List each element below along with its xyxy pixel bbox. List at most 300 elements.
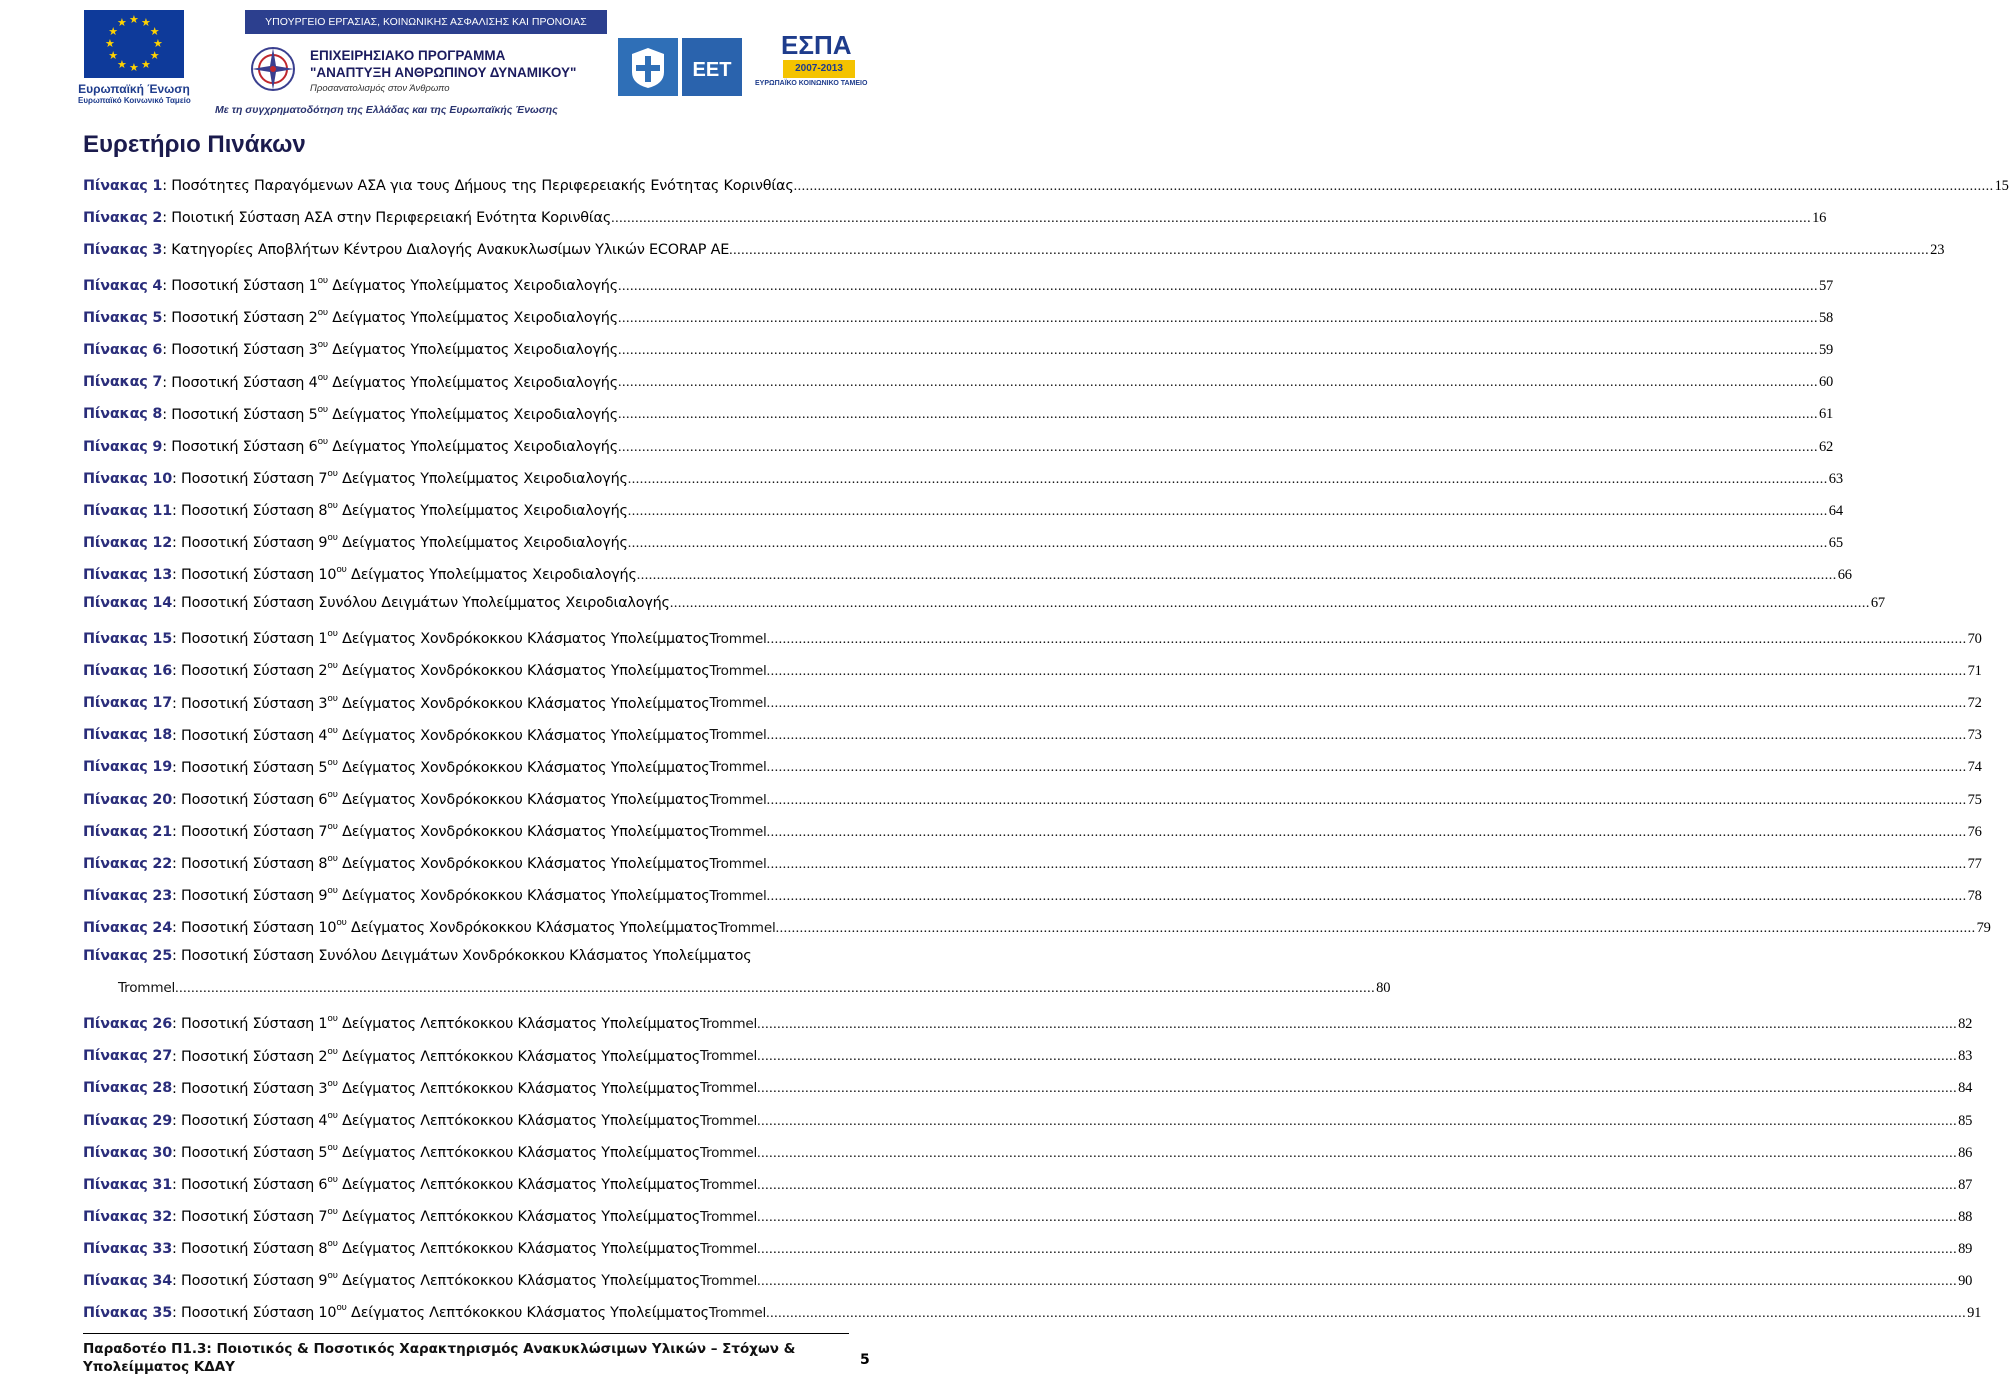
toc-entry[interactable] (83, 459, 1843, 491)
toc-entry[interactable] (83, 940, 877, 972)
svg-text:ΕΕΤ: ΕΕΤ (692, 59, 732, 81)
toc-entry-text (172, 555, 637, 591)
toc-entry-text-end: Δείγματος Υπολείμματος Χειροδιαλογής (327, 406, 618, 423)
toc-entry[interactable] (83, 266, 1834, 298)
toc-entry[interactable] (83, 1133, 1973, 1165)
toc-entry-text-start: : Ποσοτική Σύσταση 2 (172, 663, 328, 680)
toc-leader-dots: ............................................................................................................................................................................................................................................................................................................ (611, 211, 1812, 227)
toc-entry-trommel: Trommel (718, 919, 776, 936)
toc-entry-ordinal: ου (327, 1271, 338, 1282)
toc-entry-text-start: : Ποσοτική Σύσταση 10 (172, 566, 337, 583)
toc-entry-ordinal: ου (327, 1142, 338, 1153)
toc-entry-ordinal: ου (327, 886, 338, 897)
toc-entry-trommel: Trommel (709, 695, 767, 712)
toc-entry-label: Πίνακας 18 (83, 727, 173, 744)
eu-star-icon: ★ (129, 13, 139, 26)
toc-entry-ordinal: ου (327, 853, 338, 864)
toc-entry-trommel: Trommel (699, 1144, 758, 1161)
toc-entry[interactable] (83, 298, 1834, 330)
toc-entry-text-end: Δείγματος Χονδρόκοκκου Κλάσματος Υπολείμματος (337, 727, 710, 744)
toc-entry-trommel: Trommel (699, 1272, 758, 1289)
toc-entry-label: Πίνακας 8 (83, 406, 163, 423)
toc-entry-trommel: Trommel (699, 1112, 758, 1129)
toc-entry-text-end: Δείγματος Χονδρόκοκκου Κλάσματος Υπολείμματος (337, 759, 710, 776)
toc-leader-dots: ............................................................................................................................................................................................................................................................................................................ (766, 664, 1967, 680)
toc-entry[interactable] (83, 619, 1982, 651)
toc-leader-dots: ............................................................................................................................................................................................................................................................................................................ (669, 596, 1870, 612)
toc-entry-text-end: Δείγματος Λεπτόκοκκου Κλάσματος Υπολείμματος (337, 1240, 700, 1257)
toc-entry-page: 75 (1967, 791, 1982, 808)
toc-entry-text (172, 1165, 700, 1201)
toc-leader-dots: ............................................................................................................................................................................................................................................................................................................ (757, 1177, 1958, 1193)
toc-entry-text-end: Δείγματος Λεπτόκοκκου Κλάσματος Υπολείμματος (337, 1048, 700, 1065)
greek-emblem-icon (618, 38, 678, 96)
toc-entry-text-start: : Ποσοτική Σύσταση 6 (172, 1176, 328, 1193)
toc-entry-text (172, 1133, 700, 1169)
toc-leader-dots: ............................................................................................................................................................................................................................................................................................................ (766, 1306, 1967, 1322)
ministry-band: ΥΠΟΥΡΓΕΙΟ ΕΡΓΑΣΙΑΣ, ΚΟΙΝΩΝΙΚΗΣ ΑΣΦΑΛΙΣΗΣ ΚΑΙ ΠΡΟΝΟΙΑΣ (245, 10, 607, 34)
toc-entry[interactable] (83, 716, 1982, 748)
toc-entry-text-end: Δείγματος Υπολείμματος Χειροδιαλογής (337, 502, 628, 519)
toc-entry-text-end: Δείγματος Λεπτόκοκκου Κλάσματος Υπολείμματος (337, 1272, 700, 1289)
toc-leader-dots: ............................................................................................................................................................................................................................................................................................................ (627, 535, 1828, 551)
page-header (0, 0, 960, 120)
eu-star-icon: ★ (149, 49, 160, 62)
toc-entry-text-start: : Ποσοτική Σύσταση 6 (162, 438, 318, 455)
toc-entry-page: 77 (1967, 855, 1982, 872)
toc-entry-label: Πίνακας 11 (83, 502, 173, 519)
toc-entry-text (162, 170, 793, 202)
toc-entry-text-start: : Ποσοτική Σύσταση 8 (172, 1240, 328, 1257)
toc-entry-text-end: Δείγματος Χονδρόκοκκου Κλάσματος Υπολείμματος (337, 887, 710, 904)
toc-entry-trommel: Trommel (699, 1080, 758, 1097)
toc-entry-text-end: Δείγματος Λεπτόκοκκου Κλάσματος Υπολείμματος (337, 1016, 700, 1033)
toc-entry-text-end: Δείγματος Υπολείμματος Χειροδιαλογής (327, 438, 618, 455)
espa-logo (755, 30, 868, 98)
toc-entry[interactable] (83, 651, 1982, 683)
toc-entry-page: 61 (1818, 406, 1834, 423)
toc-entry[interactable] (83, 1229, 1973, 1261)
toc-entry-text-start: : Ποσοτική Σύσταση 10 (172, 919, 337, 936)
eu-star-icon: ★ (149, 25, 160, 38)
toc-entry-text-start: : Ποσοτική Σύσταση 4 (172, 727, 328, 744)
toc-entry-label: Πίνακας 25 (83, 948, 173, 965)
toc-entry-page: 91 (1967, 1305, 1982, 1322)
toc-entry-text-start: : Ποσοτική Σύσταση 2 (162, 310, 318, 327)
toc-entry[interactable] (83, 1069, 1973, 1101)
toc-entry-ordinal: ου (317, 436, 328, 447)
toc-entry-page: 80 (1376, 980, 1391, 997)
toc-entry-label: Πίνακας 17 (83, 695, 173, 712)
toc-entry-text-start: : Ποσοτική Σύσταση 9 (172, 534, 328, 551)
toc-entry-text-start: : Ποσοτική Σύσταση 4 (162, 374, 318, 391)
toc-entry-text-start: : Ποσοτική Σύσταση 9 (172, 887, 328, 904)
toc-entry-ordinal: ου (327, 1078, 338, 1089)
toc-leader-dots: ............................................................................................................................................................................................................................................................................................................ (766, 792, 1967, 808)
toc-entry[interactable] (83, 1165, 1973, 1197)
toc-entry-text (172, 940, 751, 972)
toc-entry-text-start: : Ποσοτική Σύσταση Συνόλου Δειγμάτων Υπολείμματος Χειροδιαλογής (172, 595, 670, 612)
programme-title-line2: "ΑΝΑΠΤΥΞΗ ΑΝΘΡΩΠΙΝΟΥ ΔΥΝΑΜΙΚΟΥ" (310, 65, 577, 80)
toc-entry-text-start: : Ποσοτική Σύσταση 5 (172, 759, 328, 776)
toc-leader-dots: ............................................................................................................................................................................................................................................................................................................ (766, 760, 1967, 776)
toc-entry-ordinal: ου (327, 661, 338, 672)
toc-entry-ordinal: ου (327, 468, 338, 479)
toc-entry-ordinal: ου (327, 1014, 338, 1025)
toc-entry-label: Πίνακας 9 (83, 438, 163, 455)
toc-entry-text-end: Δείγματος Χονδρόκοκκου Κλάσματος Υπολείμματος (337, 855, 710, 872)
toc-leader-dots: ............................................................................................................................................................................................................................................................................................................ (766, 696, 1967, 712)
toc-entry-ordinal: ου (327, 821, 338, 832)
toc-entry[interactable] (83, 844, 1982, 876)
toc-entry-trommel: Trommel (699, 1240, 758, 1257)
toc-entry[interactable] (83, 1101, 1973, 1133)
toc-entry-page: 63 (1828, 470, 1843, 487)
toc-entry-label: Πίνακας 7 (83, 374, 163, 391)
toc-entry-text (172, 1197, 700, 1233)
toc-leader-dots: ............................................................................................................................................................................................................................................................................................................ (757, 1113, 1958, 1129)
toc-entry-ordinal: ου (317, 340, 328, 351)
eu-flag-icon (84, 10, 184, 78)
toc-entry-text-start: : Ποσοτική Σύσταση 7 (172, 470, 328, 487)
toc-entry-ordinal: ου (327, 757, 338, 768)
toc-entry-text (172, 1229, 700, 1265)
toc-entry-text-start: : Ποσότητες Παραγόμενων ΑΣΑ για τους Δήμους της Περιφερειακής Ενότητας Κορινθίας (162, 178, 794, 194)
toc-entry-text (172, 459, 628, 495)
programme-tagline: Προσανατολισμός στον Άνθρωπο (310, 83, 450, 94)
toc-entry-text-start: : Κατηγορίες Αποβλήτων Κέντρου Διαλογής Ανακυκλωσίμων Υλικών ECORAP ΑΕ (162, 242, 730, 259)
toc-entry-ordinal: ου (327, 693, 338, 704)
toc-entry[interactable] (83, 395, 1834, 427)
toc-entry-text-end: Δείγματος Υπολείμματος Χειροδιαλογής (337, 534, 628, 551)
toc-entry-label: Πίνακας 15 (83, 631, 173, 648)
toc-leader-dots: ............................................................................................................................................................................................................................................................................................................ (627, 503, 1828, 519)
toc-entry-text (172, 844, 709, 880)
toc-entry-text-start: : Ποσοτική Σύσταση 8 (172, 855, 328, 872)
toc-entry-text-start: : Ποσοτική Σύσταση 10 (172, 1305, 337, 1322)
toc-entry-ordinal: ου (336, 918, 347, 929)
toc-entry-trommel: Trommel (699, 1048, 758, 1065)
toc-entry-ordinal: ου (327, 1239, 338, 1250)
toc-leader-dots: ............................................................................................................................................................................................................................................................................................................ (766, 632, 1967, 648)
toc-entry-text-start: : Ποσοτική Σύσταση 4 (172, 1112, 328, 1129)
toc-entry[interactable] (83, 876, 1982, 908)
toc-entry[interactable] (83, 491, 1843, 523)
toc-entry-ordinal: ου (327, 1207, 338, 1217)
toc-entry-text (172, 748, 709, 784)
eu-logo-title: Ευρωπαϊκή Ένωση (78, 82, 190, 96)
toc-entry[interactable] (83, 908, 1991, 940)
toc-entry-label: Πίνακας 13 (83, 566, 173, 583)
toc-entry[interactable] (83, 1004, 1973, 1036)
toc-entry-text-start: : Ποσοτική Σύσταση 5 (162, 406, 318, 423)
toc-leader-dots: ............................................................................................................................................................................................................................................................................................................ (766, 728, 1967, 744)
toc-entry-text (172, 812, 709, 848)
espa-title: ΕΣΠΑ (781, 30, 852, 60)
toc-entry-text-end: Δείγματος Λεπτόκοκκου Κλάσματος Υπολείμματος (337, 1144, 700, 1161)
toc-entry-label: Πίνακας 20 (83, 791, 173, 808)
toc-entry[interactable] (83, 684, 1982, 716)
toc-leader-dots: ............................................................................................................................................................................................................................................................................................................ (757, 1049, 1958, 1065)
toc-entry-text-start: : Ποσοτική Σύσταση 5 (172, 1144, 328, 1161)
toc-entry-text-start: : Ποσοτική Σύσταση 7 (172, 823, 328, 840)
toc-entry-label: Πίνακας 23 (83, 887, 173, 904)
toc-entry-text (172, 619, 709, 655)
toc-leader-dots: ............................................................................................................................................................................................................................................................................................................ (766, 824, 1967, 840)
toc-entry[interactable] (83, 1197, 1973, 1229)
toc-entry-trommel: Trommel (118, 980, 176, 997)
toc-entry-trommel: Trommel (708, 1305, 767, 1322)
toc-entry-page: 88 (1958, 1208, 1973, 1225)
footer-text: Παραδοτέο Π1.3: Ποιοτικός & Ποσοτικός Χαρακτηρισμός Ανακυκλώσιμων Υλικών – Στόχων & Υπολείμματος ΚΔΑΥ (83, 1341, 796, 1375)
toc-entry-page: 89 (1958, 1240, 1973, 1257)
toc-entry[interactable] (83, 780, 1982, 812)
toc-entry-trommel: Trommel (709, 631, 767, 648)
toc-entry-text (172, 1069, 700, 1105)
eu-star-icon: ★ (117, 16, 127, 30)
toc-leader-dots: ............................................................................................................................................................................................................................................................................................................ (636, 567, 1837, 583)
toc-entry[interactable] (83, 555, 1852, 587)
toc-entry[interactable] (83, 234, 1945, 266)
toc-entry-text-end: Δείγματος Χονδρόκοκκου Κλάσματος Υπολείμματος (346, 919, 719, 936)
toc-entry-text-start: : Ποσοτική Σύσταση 3 (162, 342, 318, 359)
toc-entry-page: 73 (1967, 727, 1982, 744)
toc-entry-text-end: Δείγματος Λεπτόκοκκου Κλάσματος Υπολείμματος (337, 1176, 700, 1193)
toc-leader-dots: ............................................................................................................................................................................................................................................................................................................ (757, 1241, 1958, 1257)
toc-entry-text (172, 1037, 700, 1073)
toc-entry-label: Πίνακας 28 (83, 1080, 173, 1097)
toc-entry-text (162, 234, 729, 266)
toc-entry-label: Πίνακας 12 (83, 534, 173, 551)
toc-leader-dots: ............................................................................................................................................................................................................................................................................................................ (617, 407, 1818, 423)
toc-entry-text (172, 1261, 700, 1297)
toc-entry-text-end: Δείγματος Χονδρόκοκκου Κλάσματος Υπολείμματος (337, 695, 710, 712)
toc-entry-page: 70 (1967, 631, 1982, 648)
toc-entry-text-start: : Ποσοτική Σύσταση 1 (172, 1016, 328, 1033)
toc-entry-text (172, 523, 628, 559)
toc-entry-trommel: Trommel (709, 887, 767, 904)
toc-entry-page: 79 (1976, 919, 1991, 936)
toc-entry-text (172, 908, 718, 944)
toc-entry-page: 62 (1818, 438, 1834, 455)
toc-entry-text-end: Δείγματος Υπολείμματος Χειροδιαλογής (327, 374, 618, 391)
toc-entry-page: 90 (1958, 1272, 1973, 1289)
toc-entry-trommel: Trommel (709, 855, 767, 872)
toc-entry-text (162, 395, 618, 431)
toc-entry-label: Πίνακας 2 (83, 210, 163, 227)
toc-entry-text (172, 684, 709, 720)
toc-entry[interactable] (83, 1293, 1982, 1325)
toc-entry-trommel: Trommel (709, 727, 767, 744)
toc-entry-text-end: Δείγματος Λεπτόκοκκου Κλάσματος Υπολείμματος (346, 1305, 709, 1322)
eu-logo (78, 10, 190, 105)
toc-entry[interactable] (83, 812, 1982, 844)
programme-logo (248, 38, 608, 98)
toc-leader-dots: ............................................................................................................................................................................................................................................................................................................ (729, 243, 1930, 259)
toc-entry-page: 60 (1818, 374, 1834, 391)
toc-entry-page: 58 (1818, 310, 1834, 327)
toc-entry-text-end: Δείγματος Υπολείμματος Χειροδιαλογής (327, 342, 618, 359)
toc-entry-text-end: Δείγματος Χονδρόκοκκου Κλάσματος Υπολείμματος (337, 663, 710, 680)
toc-entry-label: Πίνακας 19 (83, 759, 173, 776)
toc-entry-label: Πίνακας 16 (83, 663, 173, 680)
toc-entry-label: Πίνακας 29 (83, 1112, 173, 1129)
eet-logo-icon (682, 38, 742, 96)
toc-entry-text (172, 716, 709, 752)
toc-leader-dots: ............................................................................................................................................................................................................................................................................................................ (766, 888, 1967, 904)
toc-entry-page: 16 (1812, 210, 1827, 227)
toc-entry-page: 74 (1967, 759, 1982, 776)
toc-leader-dots: ............................................................................................................................................................................................................................................................................................................ (617, 343, 1818, 359)
toc-entry-page: 23 (1930, 242, 1945, 259)
toc-entry-label: Πίνακας 1 (83, 178, 163, 194)
toc-entry-text (172, 780, 709, 816)
toc-leader-dots: ............................................................................................................................................................................................................................................................................................................ (757, 1273, 1958, 1289)
toc-entry-text-end: Δείγματος Υπολείμματος Χειροδιαλογής (327, 278, 618, 295)
toc-entry-page: 82 (1958, 1016, 1973, 1033)
toc-entry-page: 66 (1837, 566, 1852, 583)
toc-entry-text-end: Δείγματος Υπολείμματος Χειροδιαλογής (337, 470, 628, 487)
toc-entry-label: Πίνακας 4 (83, 278, 163, 295)
page-title: Ευρετήριο Πινάκων (83, 131, 306, 158)
toc-entry-text (172, 1101, 700, 1137)
toc-leader-dots: ............................................................................................................................................................................................................................................................................................................ (617, 375, 1818, 391)
toc-entry-text-start: : Ποσοτική Σύσταση 9 (172, 1272, 328, 1289)
toc-entry-text-end: Δείγματος Χονδρόκοκκου Κλάσματος Υπολείμματος (337, 823, 710, 840)
toc-entry-page: 78 (1967, 887, 1982, 904)
toc-entry-ordinal: ου (327, 1046, 338, 1057)
toc-entry-text-start: : Ποσοτική Σύσταση 3 (172, 695, 328, 712)
table-of-tables (83, 170, 2009, 1325)
toc-entry-text-start: : Ποσοτική Σύσταση 3 (172, 1080, 328, 1097)
toc-entry-page: 85 (1958, 1112, 1973, 1129)
toc-entry-text-start: : Ποιοτική Σύσταση ΑΣΑ στην Περιφερειακή Ενότητα Κορινθίας (162, 210, 612, 227)
toc-entry-page: 57 (1818, 278, 1834, 295)
toc-entry-label: Πίνακας 27 (83, 1048, 173, 1065)
toc-entry-text (172, 876, 709, 912)
toc-entry-text (162, 202, 611, 234)
toc-entry-label: Πίνακας 34 (83, 1272, 173, 1289)
toc-entry-text-end: Δείγματος Λεπτόκοκκου Κλάσματος Υπολείμματος (337, 1112, 700, 1129)
toc-entry-text-start: : Ποσοτική Σύσταση Συνόλου Δειγμάτων Χονδρόκοκκου Κλάσματος Υπολείμματος (172, 948, 752, 965)
toc-entry-text-end: Δείγματος Υπολείμματος Χειροδιαλογής (346, 566, 637, 583)
toc-entry-page: 15 (1994, 178, 2009, 194)
toc-entry-text (172, 491, 628, 527)
toc-entry-text-end: Δείγματος Λεπτόκοκκου Κλάσματος Υπολείμματος (337, 1208, 700, 1225)
toc-entry[interactable] (83, 363, 1834, 395)
toc-entry-ordinal: ου (317, 404, 328, 415)
toc-leader-dots: ............................................................................................................................................................................................................................................................................................................ (793, 179, 1994, 194)
toc-entry-label: Πίνακας 6 (83, 342, 163, 359)
toc-entry-text (162, 298, 618, 334)
toc-leader-dots: ............................................................................................................................................................................................................................................................................................................ (627, 471, 1828, 487)
toc-entry-page: 64 (1828, 502, 1843, 519)
toc-entry[interactable] (83, 1037, 1973, 1069)
toc-entry-text (162, 427, 618, 463)
toc-entry[interactable] (83, 202, 1827, 234)
toc-entry-text (162, 363, 618, 399)
toc-entry-trommel: Trommel (709, 759, 767, 776)
toc-entry-page: 59 (1818, 342, 1834, 359)
toc-entry[interactable] (83, 427, 1834, 459)
toc-leader-dots: ............................................................................................................................................................................................................................................................................................................ (617, 279, 1818, 295)
toc-entry-ordinal: ου (327, 500, 338, 511)
toc-entry-page: 65 (1828, 534, 1843, 551)
toc-entry-trommel: Trommel (699, 1016, 758, 1033)
toc-entry-label: Πίνακας 21 (83, 823, 173, 840)
toc-entry-page: 84 (1958, 1080, 1973, 1097)
programme-title-line1: ΕΠΙΧΕΙΡΗΣΙΑΚΟ ΠΡΟΓΡΑΜΜΑ (310, 48, 506, 63)
toc-leader-dots: ............................................................................................................................................................................................................................................................................................................ (617, 311, 1818, 327)
toc-leader-dots: ............................................................................................................................................................................................................................................................................................................ (757, 1145, 1958, 1161)
toc-entry-page: 67 (1870, 595, 1885, 612)
toc-entry-ordinal: ου (327, 1110, 338, 1121)
toc-entry[interactable] (83, 748, 1982, 780)
toc-entry-page: 72 (1967, 695, 1982, 712)
toc-entry-label: Πίνακας 26 (83, 1016, 173, 1033)
toc-leader-dots: ............................................................................................................................................................................................................................................................................................................ (175, 981, 1376, 997)
toc-entry-label: Πίνακας 32 (83, 1208, 173, 1225)
toc-entry-label: Πίνακας 10 (83, 470, 173, 487)
toc-entry-text (162, 266, 618, 302)
toc-entry-label: Πίνακας 30 (83, 1144, 173, 1161)
eu-star-icon: ★ (108, 49, 119, 62)
toc-entry-label: Πίνακας 22 (83, 855, 173, 872)
toc-entry-text (172, 1004, 700, 1040)
toc-entry-text-end: Δείγματος Χονδρόκοκκου Κλάσματος Υπολείμματος (337, 631, 710, 648)
toc-entry-label: Πίνακας 31 (83, 1176, 173, 1193)
compass-emblem-icon (248, 44, 298, 94)
toc-entry[interactable] (83, 587, 1885, 619)
toc-leader-dots: ............................................................................................................................................................................................................................................................................................................ (757, 1017, 1958, 1033)
eu-logo-subtitle: Ευρωπαϊκό Κοινωνικό Ταμείο (78, 96, 191, 105)
footer-divider (83, 1333, 849, 1334)
toc-entry-label: Πίνακας 33 (83, 1240, 173, 1257)
toc-entry-ordinal: ου (317, 372, 328, 383)
eu-star-icon: ★ (129, 61, 139, 74)
toc-entry-ordinal: ου (336, 1303, 347, 1314)
toc-entry-trommel: Trommel (699, 1176, 758, 1193)
toc-entry-trommel: Trommel (709, 823, 767, 840)
toc-entry-ordinal: ου (317, 308, 328, 319)
toc-entry-text-start: : Ποσοτική Σύσταση 8 (172, 502, 328, 519)
toc-entry-text-end: Δείγματος Χονδρόκοκκου Κλάσματος Υπολείμματος (337, 791, 710, 808)
toc-leader-dots: ............................................................................................................................................................................................................................................................................................................ (757, 1209, 1958, 1225)
toc-entry-text-start: : Ποσοτική Σύσταση 1 (162, 278, 318, 295)
toc-entry[interactable] (83, 523, 1843, 555)
eu-star-icon: ★ (117, 57, 127, 71)
toc-entry[interactable] (83, 1261, 1973, 1293)
toc-entry-text-end: Δείγματος Υπολείμματος Χειροδιαλογής (327, 310, 618, 327)
page-number: 5 (860, 1352, 870, 1368)
toc-entry-ordinal: ου (327, 1174, 338, 1185)
toc-leader-dots: ............................................................................................................................................................................................................................................................................................................ (757, 1081, 1958, 1097)
toc-entry-page: 76 (1967, 823, 1982, 840)
toc-entry-ordinal: ου (336, 565, 347, 576)
eu-star-icon: ★ (141, 57, 151, 71)
toc-entry[interactable] (83, 330, 1834, 362)
eu-star-icon: ★ (108, 25, 119, 38)
toc-entry-label: Πίνακας 14 (83, 595, 173, 612)
toc-entry-trommel: Trommel (709, 663, 767, 680)
toc-entry-text-end: Δείγματος Λεπτόκοκκου Κλάσματος Υπολείμματος (337, 1080, 700, 1097)
toc-entry-ordinal: ου (327, 533, 338, 544)
toc-entry[interactable] (83, 170, 2009, 202)
toc-entry-continuation (83, 972, 1391, 1004)
toc-entry-ordinal: ου (317, 276, 328, 287)
toc-entry-text (162, 330, 618, 366)
toc-entry-label: Πίνακας 3 (83, 242, 163, 259)
